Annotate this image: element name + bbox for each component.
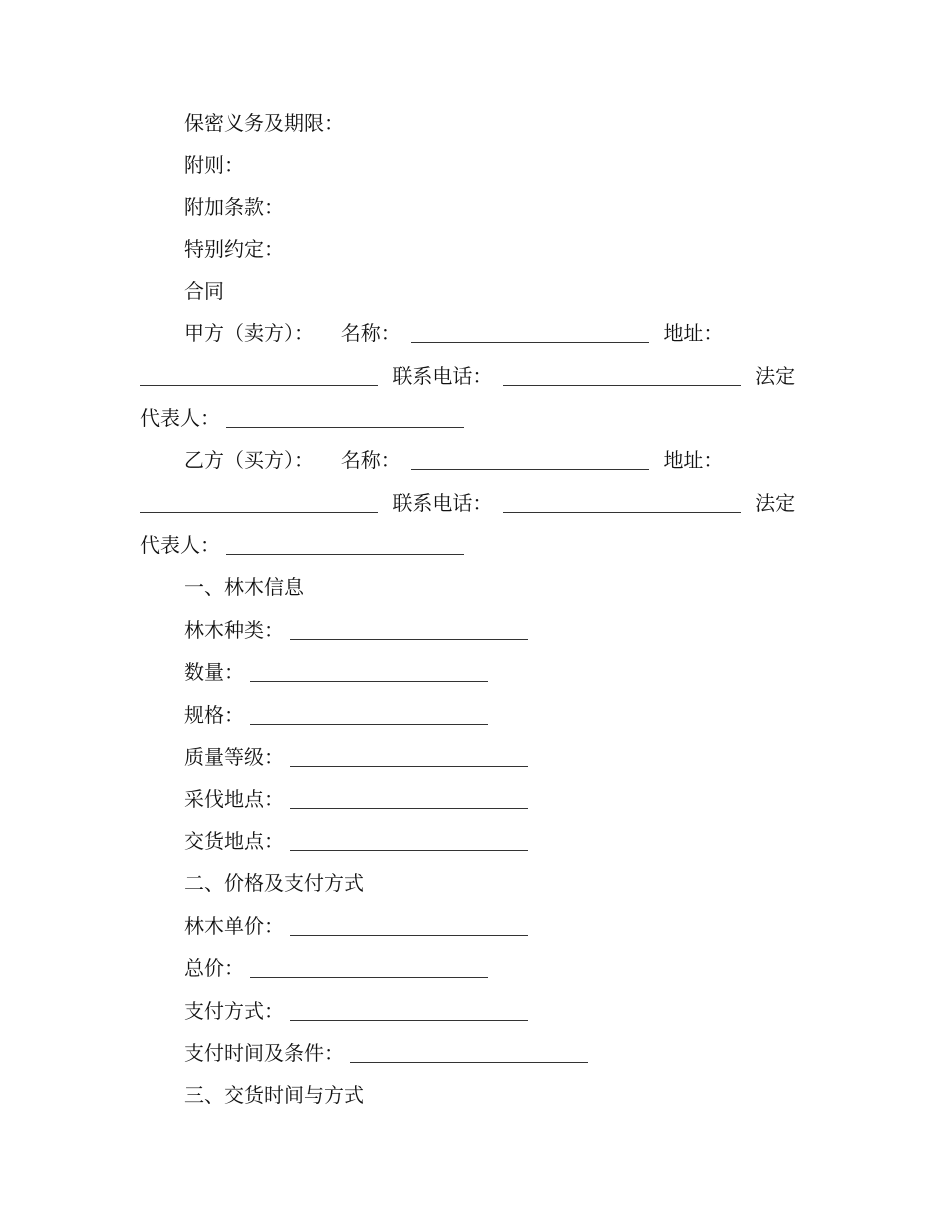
section-3-title-text: 三、交货时间与方式 bbox=[184, 1083, 364, 1107]
total-price-row bbox=[184, 953, 844, 983]
harvest-location-row bbox=[184, 784, 844, 814]
unit-price-row bbox=[184, 911, 844, 941]
appendix-label: 附则： bbox=[184, 153, 244, 177]
party-b-line-2 bbox=[140, 488, 800, 518]
party-a-line-3 bbox=[140, 403, 800, 433]
quantity-row bbox=[184, 657, 844, 687]
quantity-field[interactable] bbox=[250, 661, 488, 682]
payment-terms-label: 支付时间及条件： bbox=[184, 1041, 344, 1065]
delivery-location-field[interactable] bbox=[290, 830, 528, 851]
delivery-location-row bbox=[184, 826, 844, 856]
quality-field[interactable] bbox=[290, 746, 528, 767]
party-b-phone-label: 联系电话： bbox=[392, 491, 493, 515]
unit-price-field[interactable] bbox=[290, 915, 528, 936]
party-b-address-label: 地址： bbox=[663, 448, 724, 472]
section-1-title-text: 一、林木信息 bbox=[184, 575, 304, 599]
confidentiality-clause bbox=[184, 108, 844, 138]
section-3-title bbox=[184, 1080, 844, 1110]
section-1-title bbox=[184, 572, 844, 602]
species-row bbox=[184, 615, 844, 645]
party-b-line-1 bbox=[184, 445, 844, 475]
payment-terms-field[interactable] bbox=[350, 1042, 588, 1063]
party-b-address-field[interactable] bbox=[140, 492, 378, 513]
party-a-address-label: 地址： bbox=[663, 321, 724, 345]
harvest-location-label: 采伐地点： bbox=[184, 787, 284, 811]
payment-method-field[interactable] bbox=[290, 1000, 528, 1021]
party-a-address-field[interactable] bbox=[140, 365, 378, 386]
party-a-name-label: 名称： bbox=[340, 321, 401, 345]
party-a-legal-rep-label-2: 代表人： bbox=[140, 406, 220, 430]
party-a-phone-label: 联系电话： bbox=[392, 364, 493, 388]
special-agreement-clause bbox=[184, 234, 844, 264]
party-b-name-label: 名称： bbox=[340, 448, 401, 472]
party-b-legal-rep-label-1: 法定 bbox=[755, 491, 796, 515]
delivery-location-label: 交货地点： bbox=[184, 829, 284, 853]
party-b-legal-rep-label-2: 代表人： bbox=[140, 533, 220, 557]
party-b-line-3 bbox=[140, 530, 800, 560]
payment-method-label: 支付方式： bbox=[184, 999, 284, 1023]
party-a-legal-rep-field[interactable] bbox=[226, 407, 464, 428]
quality-row bbox=[184, 742, 844, 772]
party-b-phone-field[interactable] bbox=[503, 492, 741, 513]
quantity-label: 数量： bbox=[184, 660, 244, 684]
party-b-label: 乙方（买方）： bbox=[184, 448, 314, 472]
confidentiality-label: 保密义务及期限： bbox=[184, 111, 344, 135]
section-2-title-text: 二、价格及支付方式 bbox=[184, 871, 364, 895]
appendix-clause bbox=[184, 150, 844, 180]
spec-row bbox=[184, 700, 844, 730]
special-agreement-label: 特别约定： bbox=[184, 237, 284, 261]
party-a-line-1 bbox=[184, 318, 844, 348]
total-price-label: 总价： bbox=[184, 956, 244, 980]
party-a-label: 甲方（卖方）： bbox=[184, 321, 314, 345]
harvest-location-field[interactable] bbox=[290, 788, 528, 809]
total-price-field[interactable] bbox=[250, 957, 488, 978]
species-field[interactable] bbox=[290, 619, 528, 640]
spec-field[interactable] bbox=[250, 704, 488, 725]
payment-terms-row bbox=[184, 1038, 844, 1068]
party-a-line-2 bbox=[140, 361, 800, 391]
party-a-legal-rep-label-1: 法定 bbox=[755, 364, 796, 388]
species-label: 林木种类： bbox=[184, 618, 284, 642]
party-b-legal-rep-field[interactable] bbox=[226, 534, 464, 555]
section-2-title bbox=[184, 868, 844, 898]
additional-terms-clause bbox=[184, 192, 844, 222]
payment-method-row bbox=[184, 996, 844, 1026]
party-a-name-field[interactable] bbox=[411, 322, 649, 343]
contract-heading bbox=[184, 276, 844, 306]
quality-label: 质量等级： bbox=[184, 745, 284, 769]
spec-label: 规格： bbox=[184, 703, 244, 727]
additional-terms-label: 附加条款： bbox=[184, 195, 284, 219]
party-a-phone-field[interactable] bbox=[503, 365, 741, 386]
party-b-name-field[interactable] bbox=[411, 449, 649, 470]
unit-price-label: 林木单价： bbox=[184, 914, 284, 938]
contract-heading-text: 合同 bbox=[184, 279, 224, 303]
